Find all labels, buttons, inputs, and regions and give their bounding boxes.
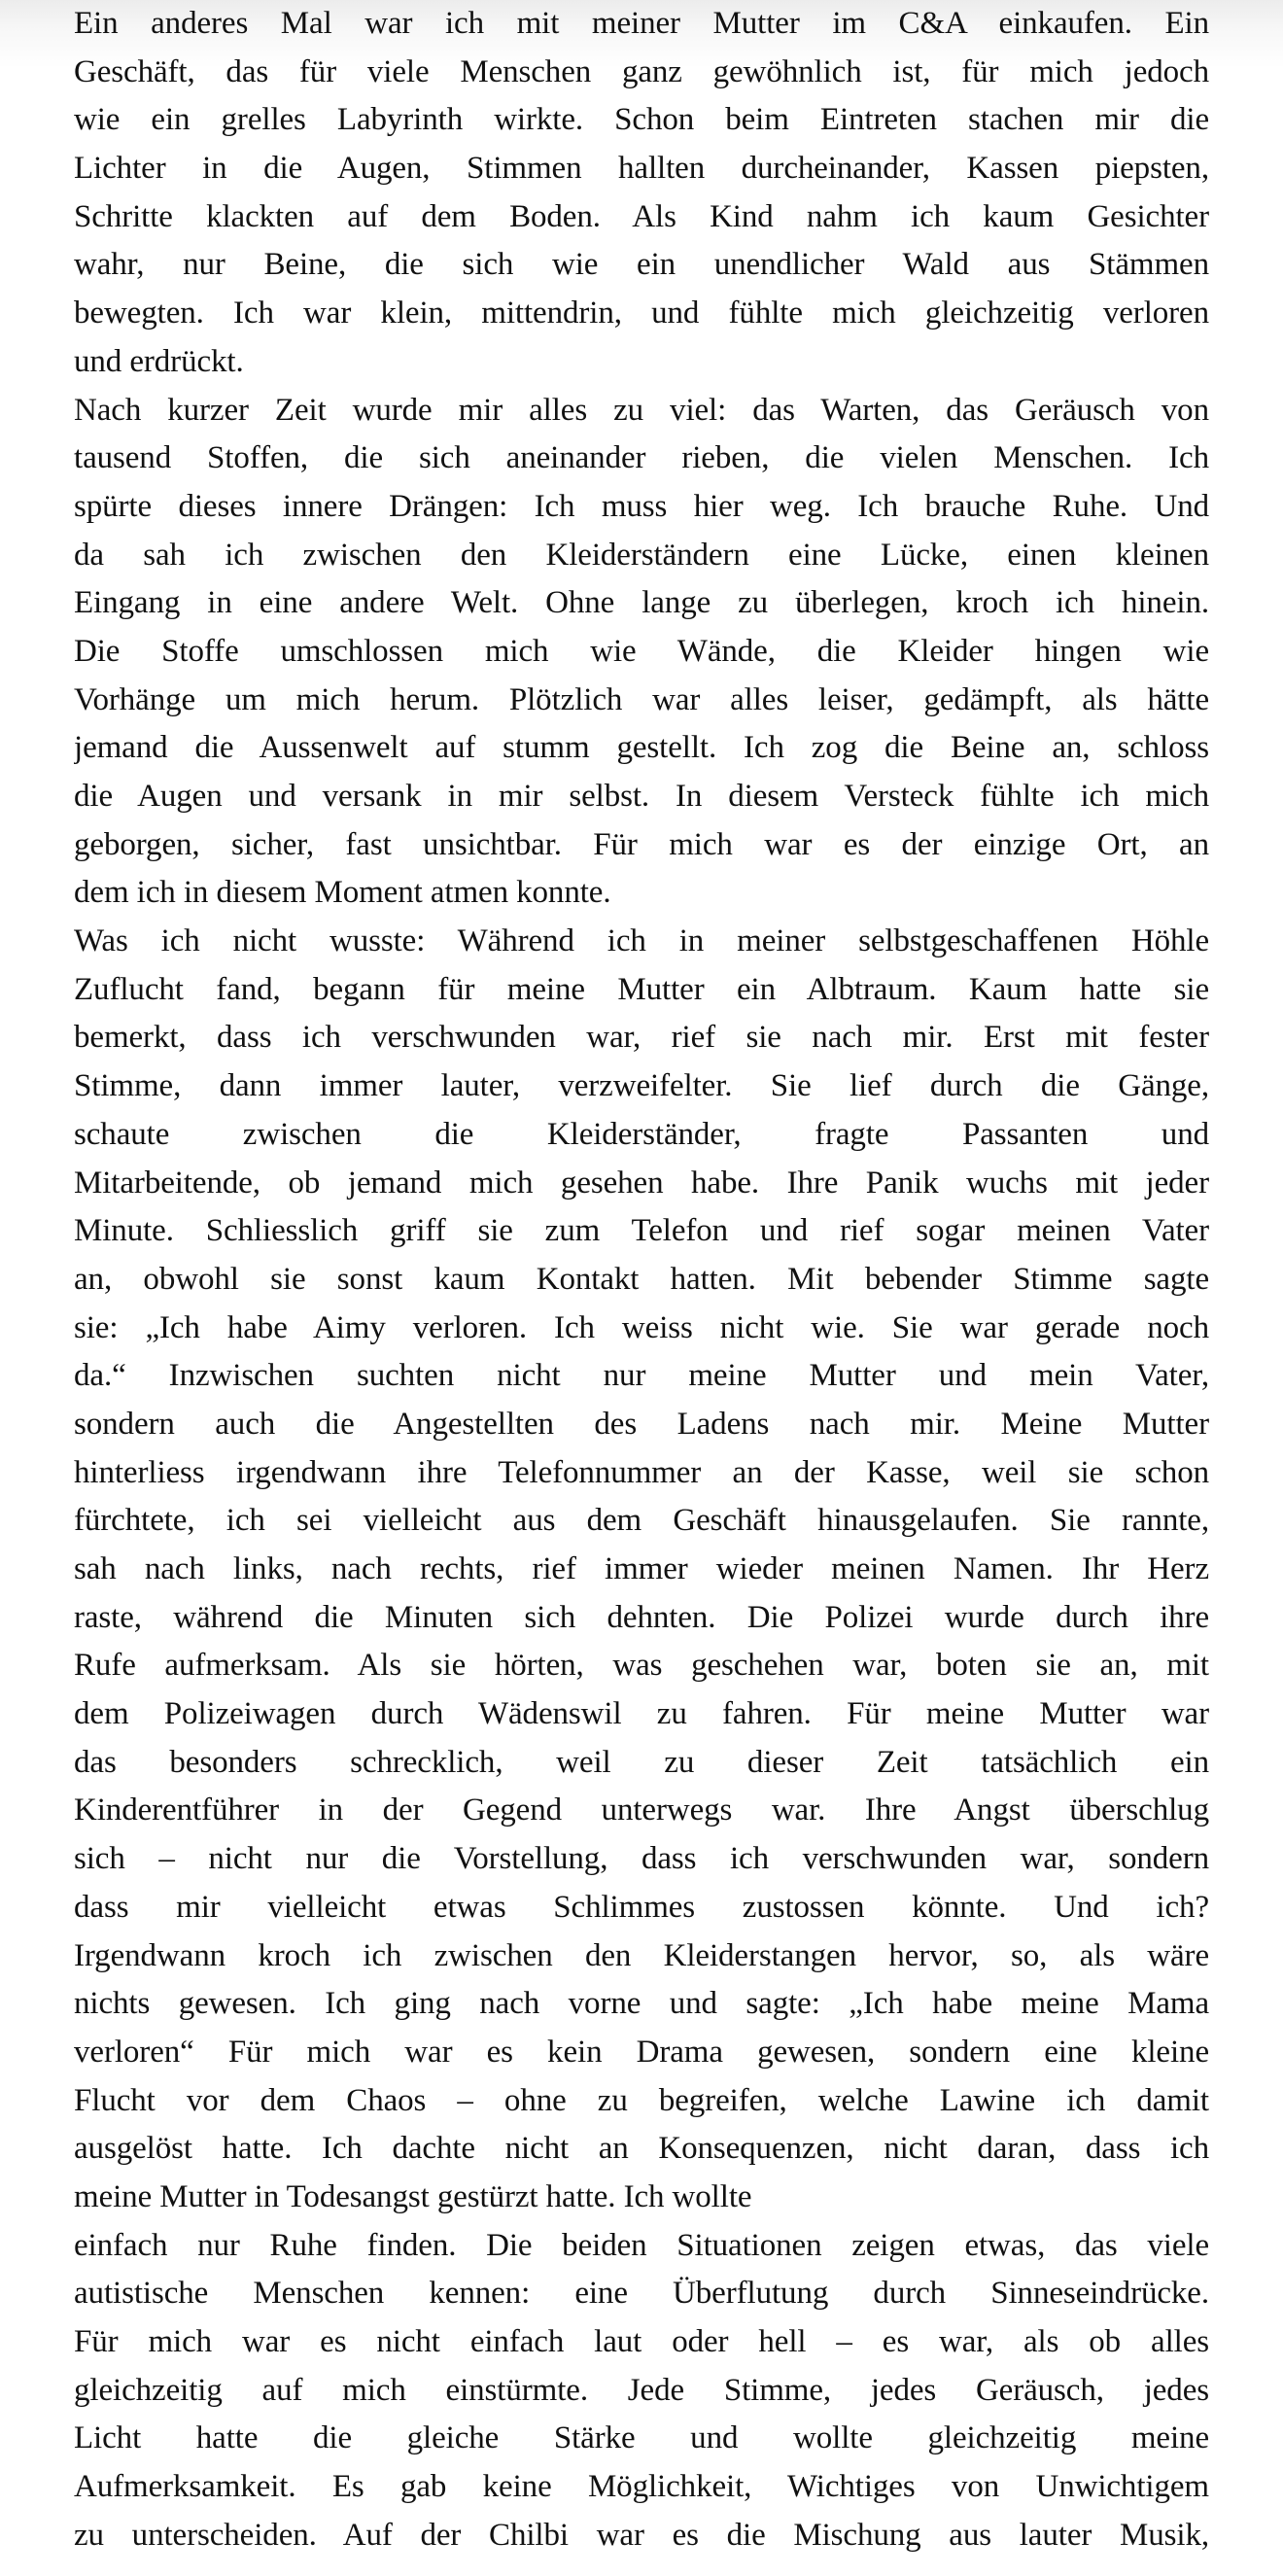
document-page [74,0,1209,2559]
text-line: Schritte klackten auf dem Boden. Als Kind nahm ich kaum Gesichter [74,198,1209,234]
text-line: nichts gewesen. Ich ging nach vorne und sagte: „Ich habe meine Mama [74,1986,1209,2022]
text-line: raste, während die Minuten sich dehnten. Die Polizei wurde durch ihre [74,1599,1209,1635]
text-line: Flucht vor dem Chaos – ohne zu begreifen, welche Lawine ich damit [74,2082,1209,2118]
text-line: geborgen, sicher, fast unsichtbar. Für mich war es der einzige Ort, an [74,826,1209,862]
text-line: zu unterscheiden. Auf der Chilbi war es die Mischung aus lauter Musik, [74,2517,1209,2553]
text-line: wie ein grelles Labyrinth wirkte. Schon beim Eintreten stachen mir die [74,102,1209,138]
text-line: schaute zwischen die Kleiderständer, fragte Passanten und [74,1116,1209,1152]
text-line: fürchtete, ich sei vielleicht aus dem Geschäft hinausgelaufen. Sie rannte, [74,1503,1209,1539]
text-line: bewegten. Ich war klein, mittendrin, und fühlte mich gleichzeitig verloren [74,296,1209,331]
paragraph [74,2222,1209,2560]
text-line: autistische Menschen kennen: eine Überflutung durch Sinneseindrücke. [74,2276,1209,2312]
text-line: Ein anderes Mal war ich mit meiner Mutter im C&A einkaufen. Ein [74,6,1209,41]
text-line: Nach kurzer Zeit wurde mir alles zu viel: das Warten, das Geräusch von [74,392,1209,428]
text-line: an, obwohl sie sonst kaum Kontakt hatten. Mit bebender Stimme sagte [74,1261,1209,1297]
text-line: Lichter in die Augen, Stimmen hallten durcheinander, Kassen piepsten, [74,151,1209,187]
text-line: Die Stoffe umschlossen mich wie Wände, die Kleider hingen wie [74,633,1209,669]
paragraph [74,918,1209,2222]
text-line: Minute. Schliesslich griff sie zum Telefon und rief sogar meinen Vater [74,1213,1209,1249]
text-line: verloren“ Für mich war es kein Drama gewesen, sondern eine kleine [74,2034,1209,2070]
text-line: tausend Stoffen, die sich aneinander rieben, die vielen Menschen. Ich [74,440,1209,476]
text-line: Irgendwann kroch ich zwischen den Kleiderstangen hervor, so, als wäre [74,1937,1209,1973]
text-line: Geschäft, das für viele Menschen ganz gewöhnlich ist, für mich jedoch [74,53,1209,89]
text-line: hinterliess irgendwann ihre Telefonnummer an der Kasse, weil sie schon [74,1454,1209,1490]
text-line: bemerkt, dass ich verschwunden war, rief sie nach mir. Erst mit fester [74,1020,1209,1056]
text-line: Was ich nicht wusste: Während ich in meiner selbstgeschaffenen Höhle [74,923,1209,959]
paragraph [74,0,1209,387]
text-line: Für mich war es nicht einfach laut oder hell – es war, als ob alles [74,2324,1209,2359]
text-line: Eingang in eine andere Welt. Ohne lange zu überlegen, kroch ich hinein. [74,585,1209,621]
text-line: dem ich in diesem Moment atmen konnte. [74,875,611,911]
text-line: dem Polizeiwagen durch Wädenswil zu fahren. Für meine Mutter war [74,1696,1209,1732]
text-line: Rufe aufmerksam. Als sie hörten, was geschehen war, boten sie an, mit [74,1648,1209,1684]
text-line: die Augen und versank in mir selbst. In diesem Versteck fühlte ich mich [74,779,1209,814]
text-line: sah nach links, nach rechts, rief immer wieder meinen Namen. Ihr Herz [74,1551,1209,1586]
text-line: dass mir vielleicht etwas Schlimmes zustossen könnte. Und ich? [74,1889,1209,1925]
text-line: da.“ Inzwischen suchten nicht nur meine Mutter und mein Vater, [74,1358,1209,1394]
text-line: Kinderentführer in der Gegend unterwegs war. Ihre Angst überschlug [74,1793,1209,1828]
text-line: Aufmerksamkeit. Es gab keine Möglichkeit, Wichtiges von Unwichtigem [74,2469,1209,2505]
text-line: sich – nicht nur die Vorstellung, dass ich verschwunden war, sondern [74,1841,1209,1877]
paragraph [74,387,1209,919]
text-line: sondern auch die Angestellten des Ladens nach mir. Meine Mutter [74,1406,1209,1442]
text-line: jemand die Aussenwelt auf stumm gestellt. Ich zog die Beine an, schloss [74,730,1209,766]
text-line: einfach nur Ruhe finden. Die beiden Situationen zeigen etwas, das viele [74,2227,1209,2263]
text-line: und erdrückt. [74,343,244,379]
text-line: sie: „Ich habe Aimy verloren. Ich weiss nicht wie. Sie war gerade noch [74,1309,1209,1345]
text-line: meine Mutter in Todesangst gestürzt hatte. Ich wollte [74,2178,752,2214]
text-line: gleichzeitig auf mich einstürmte. Jede Stimme, jedes Geräusch, jedes [74,2372,1209,2408]
text-line: Licht hatte die gleiche Stärke und wollte gleichzeitig meine [74,2420,1209,2456]
text-line: wahr, nur Beine, die sich wie ein unendlicher Wald aus Stämmen [74,247,1209,283]
text-line: spürte dieses innere Drängen: Ich muss hier weg. Ich brauche Ruhe. Und [74,488,1209,524]
text-line: Stimme, dann immer lauter, verzweifelter. Sie lief durch die Gänge, [74,1068,1209,1104]
text-line: das besonders schrecklich, weil zu dieser Zeit tatsächlich ein [74,1744,1209,1780]
text-line: Zuflucht fand, begann für meine Mutter ein Albtraum. Kaum hatte sie [74,971,1209,1007]
text-line: da sah ich zwischen den Kleiderständern eine Lücke, einen kleinen [74,537,1209,573]
text-line: ausgelöst hatte. Ich dachte nicht an Konsequenzen, nicht daran, dass ich [74,2131,1209,2167]
text-line: Vorhänge um mich herum. Plötzlich war alles leiser, gedämpft, als hätte [74,681,1209,717]
text-line: Mitarbeitende, ob jemand mich gesehen habe. Ihre Panik wuchs mit jeder [74,1165,1209,1201]
